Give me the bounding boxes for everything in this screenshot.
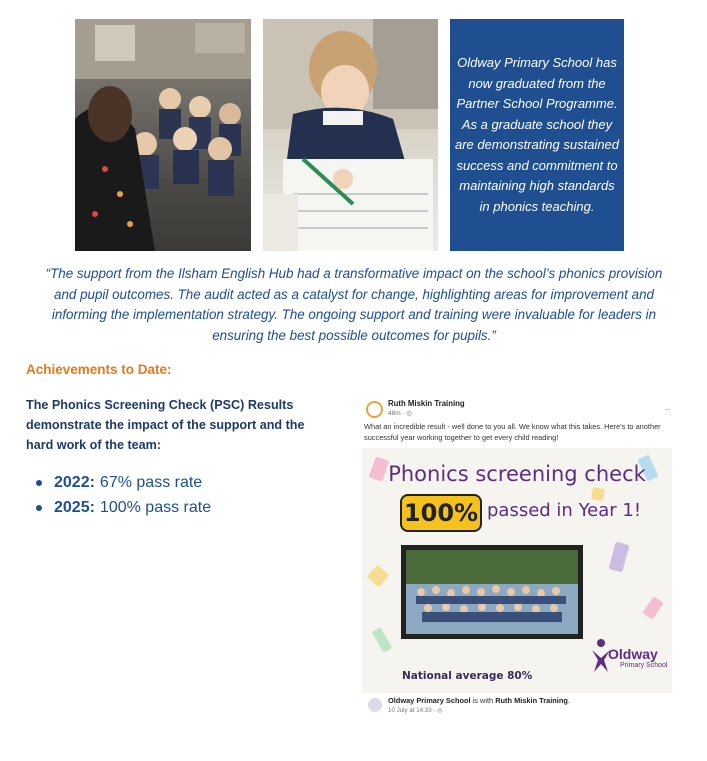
footer-partner-link[interactable]: Ruth Miskin Training [495,696,568,705]
writing-photo-illustration [263,19,438,251]
bullet-icon [36,505,42,511]
post-menu-icon[interactable]: .. [665,403,670,412]
bullet-icon [36,480,42,486]
national-average: National average 80% [402,670,533,682]
result-year: 2022: [54,474,95,491]
graduate-info-box [450,19,624,251]
graduate-info-text: Oldway Primary School has now graduated from the Partner School Programme. As a graduate school they are demonstrating sustained success and commitment to maintaining high standards in phonics teaching. [454,55,620,214]
result-item [36,495,211,520]
card-title: Phonics screening check [388,462,646,486]
footer-end: . [567,696,570,705]
footer-connector: is with [470,696,496,705]
result-value: 100% pass rate [99,499,212,516]
result-year: 2025: [54,499,95,516]
percentage-badge: 100% [400,494,482,532]
school-logo-name: Oldway [608,646,658,662]
result-item [36,470,211,495]
class-group-illustration [406,550,578,634]
confetti-shape [591,487,605,501]
author-avatar[interactable] [366,401,383,418]
testimonial-quote: “The support from the Ilsham English Hub had a transformative impact on the school’s phonics provision and pupil outcomes. The audit acted as a catalyst for change, highlighting areas for improvement and informing the implementation strategy. The ongoing support and training were invaluable for leaders in ensuring the best possible outcomes for pupils.” [45,266,663,343]
confetti-shape [609,542,630,573]
footer-school-link[interactable]: Oldway Primary School [388,696,471,705]
post-image[interactable] [362,448,672,693]
post-time: 48m · ◎ [388,410,413,417]
achievements-heading: Achievements to Date: [26,362,172,377]
post-text: What an incredible result - well done to you all. We know what this takes. Here's to another successful year working together to get every child reading! [364,422,661,442]
result-value: 67% pass rate [99,474,203,491]
confetti-shape [367,565,390,588]
post-footer [388,696,570,705]
classroom-photo-illustration [75,19,251,251]
confetti-shape [372,627,393,653]
post-author[interactable]: Ruth Miskin Training [388,399,465,408]
badge-caption: passed in Year 1! [487,500,642,521]
footer-time: 10 July at 14:33 · ◎ [388,707,443,714]
school-avatar[interactable] [368,698,382,712]
classroom-photo [75,19,251,251]
confetti-shape [642,596,663,619]
results-list [36,470,211,520]
psc-intro-text: The Phonics Screening Check (PSC) Results demonstrate the impact of the support and the hard work of the team: [26,398,305,452]
writing-photo [263,19,438,251]
social-post [362,393,672,718]
class-group-photo [401,545,583,639]
school-logo-subtitle: Primary School [620,662,668,669]
